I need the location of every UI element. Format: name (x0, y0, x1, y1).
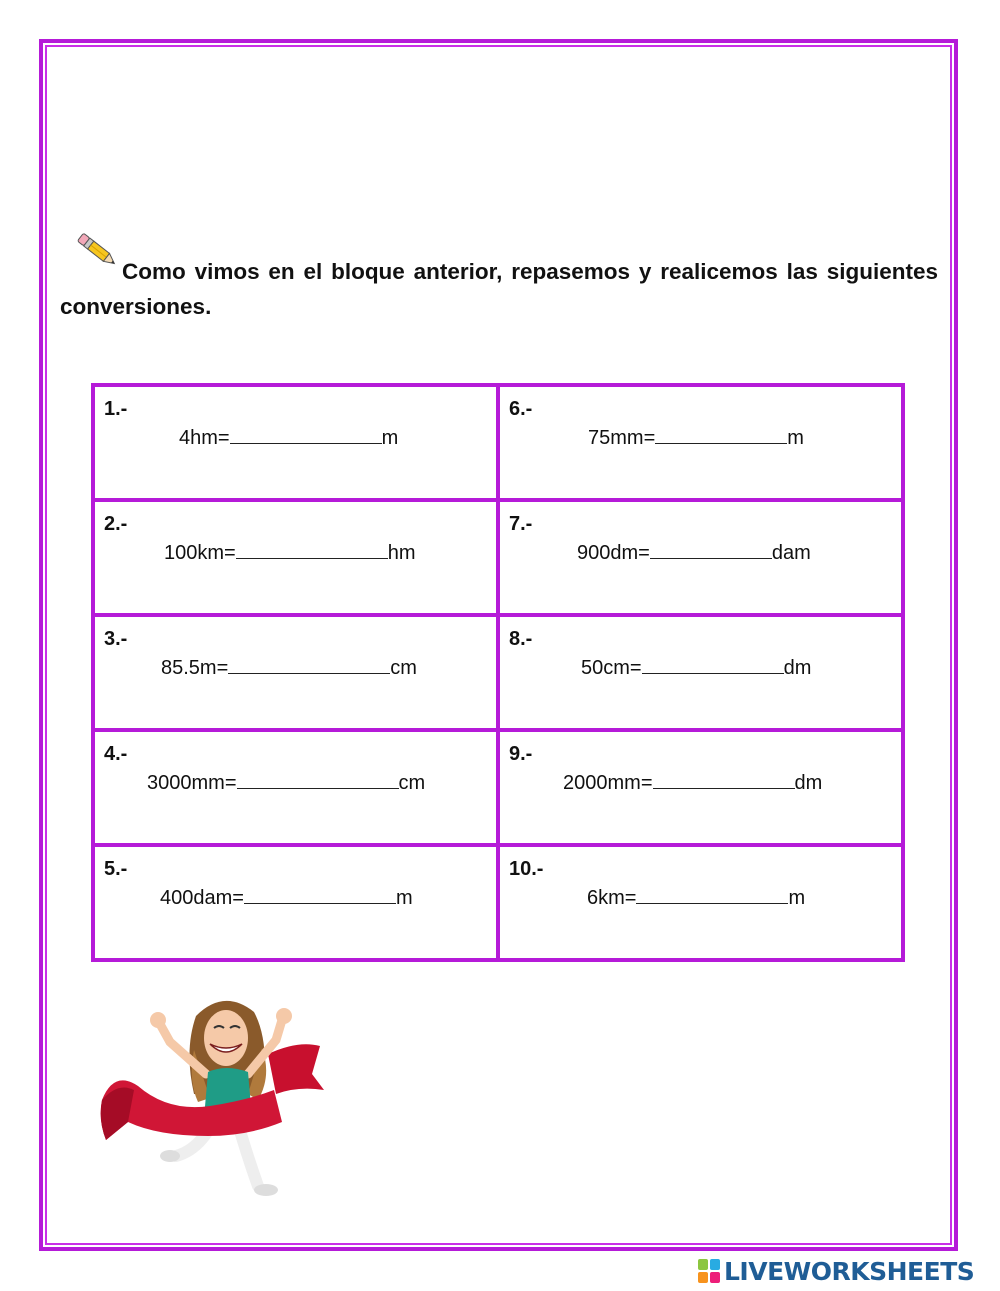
exercise-cell-1 (93, 385, 498, 500)
liveworksheets-logo (698, 1256, 974, 1286)
exercise-expression: 6km= m (587, 887, 806, 909)
brand-name: LIVEWORKSHEETS (724, 1256, 975, 1286)
exercise-cell-10 (498, 845, 903, 960)
exercise-expression: 50cm= dm (581, 657, 812, 679)
exercise-expression: 3000mm= cm (147, 772, 426, 794)
exercise-expression: 400dam= m (160, 887, 413, 909)
exercise-expression: 75mm= m (588, 427, 804, 449)
logo-blocks-icon (698, 1259, 720, 1283)
exercise-number: 10.- (509, 858, 544, 880)
exercise-number: 1.- (104, 398, 128, 420)
answer-blank[interactable] (650, 540, 772, 559)
exercise-cell-3 (93, 615, 498, 730)
exercise-cell-9 (498, 730, 903, 845)
exercise-expression: 900dm= dam (577, 542, 811, 564)
answer-blank[interactable] (236, 540, 388, 559)
exercise-number: 3.- (104, 628, 128, 650)
exercise-expression: 100km= hm (164, 542, 416, 564)
exercise-expression: 85.5m= cm (161, 657, 417, 679)
exercise-number: 8.- (509, 628, 533, 650)
answer-blank[interactable] (244, 885, 396, 904)
answer-blank[interactable] (237, 770, 399, 789)
exercise-expression: 4hm= m (179, 427, 399, 449)
exercise-cell-4 (93, 730, 498, 845)
celebrating-avatar-illustration (98, 990, 330, 1202)
answer-blank[interactable] (636, 885, 788, 904)
exercise-cell-6 (498, 385, 903, 500)
exercise-number: 5.- (104, 858, 128, 880)
exercise-cell-7 (498, 500, 903, 615)
exercise-cell-2 (93, 500, 498, 615)
exercise-number: 9.- (509, 743, 533, 765)
exercise-number: 4.- (104, 743, 128, 765)
exercise-cell-8 (498, 615, 903, 730)
exercise-number: 6.- (509, 398, 533, 420)
answer-blank[interactable] (230, 425, 382, 444)
exercise-table (91, 383, 905, 962)
answer-blank[interactable] (655, 425, 787, 444)
answer-blank[interactable] (653, 770, 795, 789)
instruction-text: Como vimos en el bloque anterior, repasemos y realicemos las siguientes conversiones. (60, 259, 938, 319)
exercise-number: 2.- (104, 513, 128, 535)
exercise-cell-5 (93, 845, 498, 960)
answer-blank[interactable] (228, 655, 390, 674)
exercise-number: 7.- (509, 513, 533, 535)
exercise-expression: 2000mm= dm (563, 772, 823, 794)
answer-blank[interactable] (642, 655, 784, 674)
